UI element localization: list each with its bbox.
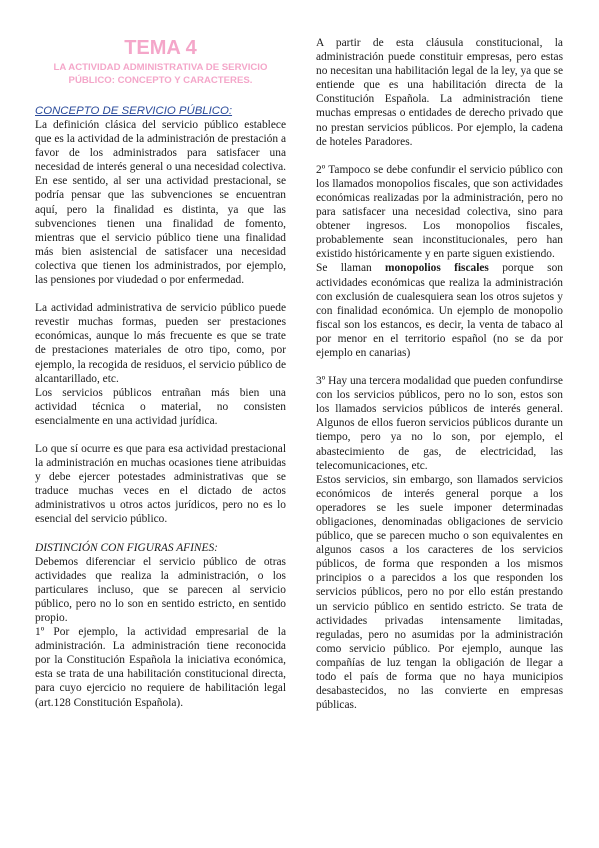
page-subtitle: LA ACTIVIDAD ADMINISTRATIVA DE SERVICIO PÚBLICO: CONCEPTO Y CARACTERES. (53, 62, 268, 86)
paragraph-diferenciar: Debemos diferenciar el servicio público de otras actividades que realiza la administración, o los particulares incluso, que se parecen al servicio público, pero no lo son en sentido estricto, en sentido propio. (35, 555, 286, 624)
heading-concepto: CONCEPTO DE SERVICIO PÚBLICO: (35, 105, 233, 117)
paragraph-potestades: Lo que sí ocurre es que para esa actividad prestacional la administración en muchas ocasiones tiene atribuidas y debe ejercer potestades administrativas que se traduce muchas veces en el dictado de actos administrativos u otros actos jurídicos, pero no es lo esencial del servicio público. (35, 442, 286, 526)
page-title: TEMA 4 (124, 37, 197, 59)
paragraph-formas: La actividad administrativa de servicio público puede revestir muchas formas, pueden ser prestaciones económicas, aunque lo más frecuente es que se trate de prestaciones materiales de otro tipo, como, por ejemplo, la recogida de residuos, el servicio público de alcantarillado, etc. (35, 302, 286, 385)
paragraph-definicion: La definición clásica del servicio público establece que es la actividad de la administración de prestación a favor de los administrados para satisfacer una necesidad de interés general o una necesidad colectiva. En ese sentido, al ser una actividad prestacional, se podría pensar que las subvenciones se encuentran aquí, pero la finalidad es distinta, ya que las subvenciones tienen una finalidad de fomento, mientras que el servicio público tiene una finalidad más bien asistencial de satisfacer una necesidad colectiva que tienen los administrados, por ejemplo, las pensiones por viudedad o por enfermedad. (35, 119, 286, 287)
heading-distincion: DISTINCIÓN CON FIGURAS AFINES: (35, 541, 218, 554)
paragraph-actividad-empresarial: 1º Por ejemplo, la actividad empresarial de la administración. La administración tiene reconocida por la Constitución Española la iniciativa económica, esta se trata de una habilitación constitucional directa, para cuyo ejercicio no requiere de habilitación legal (art.128 Constitución Española). (35, 626, 286, 709)
text-segment: Se llaman (316, 262, 386, 275)
paragraph-clausula: A partir de esta cláusula constitucional, la administración puede constituir empresas, pero estas no necesitan una habilitación legal de la ley, ya que se entiende que es una habilitación directa de la Constitución Española. La administración tiene muchas empresas o entidades de derecho privado que no prestan servicios públicos. Por ejemplo, la cadena de hoteles Paradores. (316, 37, 563, 148)
paragraph-actividad-tecnica: Los servicios públicos entrañan más bien una actividad técnica o material, no consisten esencialmente en una actividad jurídica. (35, 386, 286, 427)
paragraph-monopolios: 2º Tampoco se debe confundir el servicio público con los llamados monopolios fiscales, que son actividades económicas realizadas por la administración, pero no para satisfacer una necesidad colectiva, sino para obtener ingresos. Los monopolios fiscales, probablemente sean inconstitucionales, pero han existido históricamente y en parte siguen existiendo. (316, 163, 563, 261)
paragraph-interes-general: 3º Hay una tercera modalidad que pueden confundirse con los servicios públicos, pero no lo son, estos son los llamados servicios públicos de interés general. Algunos de ellos fueron servicios públicos durante un tiempo, pero ya no lo son, por ejemplo, el abastecimiento de gas, de electricidad, las telecomunicaciones, etc. (316, 375, 563, 472)
text-segment: porque son actividades económicas que realiza la administración con exclusión de cualesquiera sean los otros sujetos y con finalidad económica. Un ejemplo de monopolio fiscal son los estancos, es decir, la venta de tabaco al por menor en el territorio español (no se da por ejemplo en canarias) (316, 262, 563, 359)
right-column (316, 36, 563, 712)
bold-term: monopolios fiscales (385, 262, 489, 275)
left-column (35, 36, 286, 710)
paragraph-monopolios-fiscales (316, 261, 563, 360)
paragraph-servicios-economicos: Estos servicios, sin embargo, son llamados servicios económicos de interés general porque a los operadores se les suele imponer determinadas obligaciones, denominadas obligaciones de servicio público, que se parecen mucho o son equivalentes en algunos casos a los caracteres de los servicios públicos, de forma que responden a los mismos principios o a parecidos a los que responden los servicios públicos, pero no por ello están prestando un servicio público en sentido estricto. Se trata de actividades privadas intensamente limitadas, reguladas, pero no asumidas por la administración como servicio público. Por ejemplo, aunque las compañías de luz tengan la obligación de llegar a todo el país de forma que no haya municipios desabastecidos, no las convierte en empresas públicas. (316, 473, 563, 712)
